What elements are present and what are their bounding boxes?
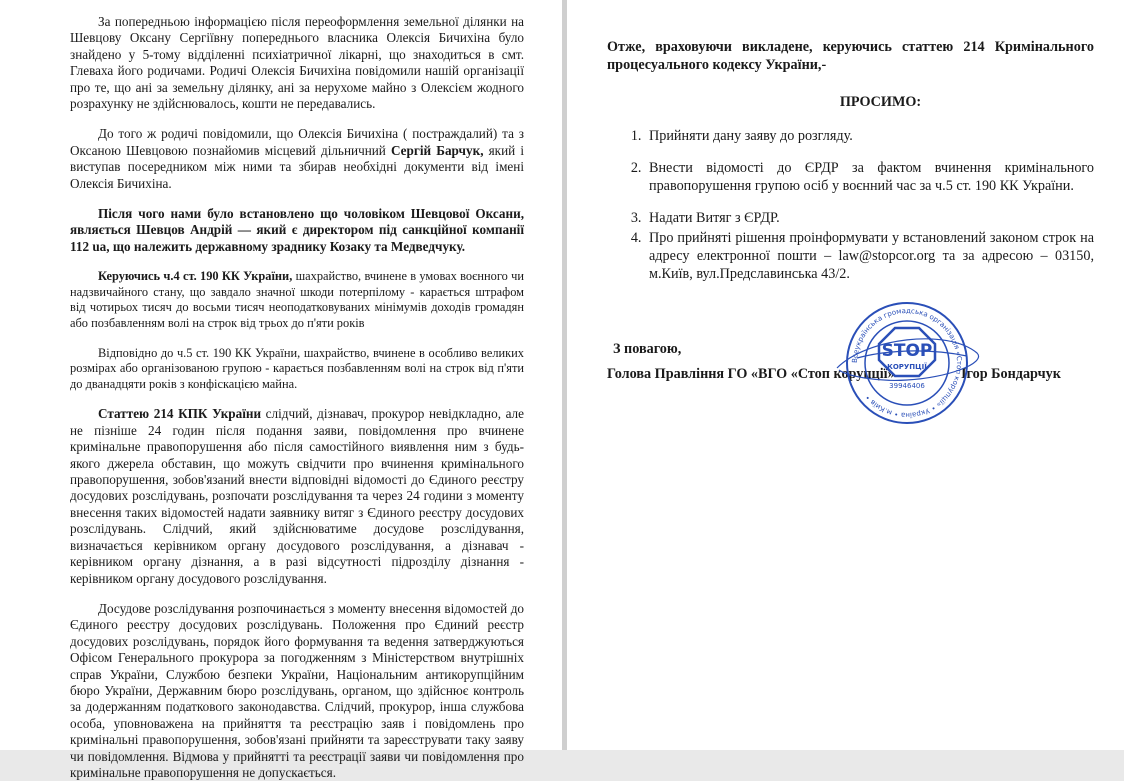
stamp-ring-text: Всеукраїнська громадська організація «Стоп корупції» • Україна • м.Київ • [850,306,964,420]
request-item: 1. Прийняти дану заяву до розгляду. [645,127,1094,145]
request-item: 3. Надати Витяг з ЄРДР. [645,209,1094,227]
paragraph-article-190-5: Відповідно до ч.5 ст. 190 КК України, шахрайство, вчинене в особливо великих розмірах або організованою групою - карається позбавленням волі на строк від п'яти до дванадцяти років з конфіскацією майна. [70,345,524,391]
stamp-code: 39946406 [889,382,925,390]
regards-text: З повагою, [613,341,682,357]
requests-list [607,127,1094,283]
prosimo-heading: ПРОСИМО: [839,94,922,110]
signer-title: Голова Правління ГО «ВГО «Стоп корупції» [607,366,895,382]
request-item: 2. Внести відомості до ЄРДР за фактом вчинення кримінального правопорушення групою осіб у воєнний час за ч.5 ст. 190 КК України. [645,159,1094,195]
organization-stamp [827,298,987,428]
right-page [567,0,1124,750]
motive-paragraph: Отже, враховуючи викладене, керуючись статтею 214 Кримінального процесуального кодексу України,- [607,39,1094,73]
request-item: 4. Про прийняті рішення проінформувати у встановлений законом строк на адресу електронної пошти – law@stopcor.org та за адресою – 03150, м.Київ, вул.Предславинська 43/2. [645,229,1094,283]
stamp-stop-text: STOP [881,341,933,361]
left-page [0,0,562,780]
name-sergii-barchuk: Сергій Барчук, [391,142,484,158]
signer-name: Ігор Бондарчук [961,366,1061,382]
paragraph-shevtsov: Після чого нами було встановлено що чоловіком Шевцової Оксани, являється Шевцов Андрій — який є директором під санкційної компанії 112 ua, що належить державному зраднику Козаку та Медведчуку. [70,206,524,254]
paragraph-relatives: До того ж родичі повідомили, що Олексія Бичихіна ( постраждалий) та з Оксаною Шевцовою познайомив місцевий дільничний Сергій Барчук, який і виступав посередником між ними та збирав необхідні документи від імені Олексія Бичихіна. [70,126,524,191]
paragraph-article-214: Статтею 214 КПК України слідчий, дізнавач, прокурор невідкладно, але не пізніше 24 годин після подання заяви, повідомлення про вчинене кримінальне правопорушення або після самостійного виявлення ним з будь-якого джерела обставин, що можуть свідчити про вчинення кримінального правопорушення, зобов'язаний внести відповідні відомості до Єдиного реєстру досудових розслідувань, розпочати розслідування та через 24 години з моменту внесення таких відомостей надати заявнику витяг з Єдиного реєстру досудових розслідувань. Слідчий, який здійснюватиме досудове розслідування, визначається керівником органу досудового розслідування, а дізнавач - керівником органу дізнання, а в разі відсутності підрозділу дізнання - керівником органу досудового розслідування. [70,406,524,586]
paragraph-article-190-4: Керуючись ч.4 ст. 190 КК України, шахрайство, вчинене в умовах воєнного чи надзвичайного стану, що завдало значної шкоди потерпілому - карається штрафом від чотирьох тисяч до восьми тисяч неоподатковуваних мінімумів доходів громадян або позбавленням волі на строк від трьох до п'яти років [70,269,524,331]
paragraph-land-transfer: За попередньою інформацією після переоформлення земельної ділянки на Шевцову Оксану Сергіївну попереднього власника Олексія Бичихіна було знайдено у 5-тому відділенні психіатричної лікарні, що знаходиться в смт. Глеваха його родичами. Родичі Олексія Бичихіна повідомили нашій організації про те, що ані за земельну ділянку, ані за нерухоме майно з Олексієм жодного розрахунку не здійснювалось, кошти не передавались. [70,14,524,112]
paragraph-pretrial-investigation: Досудове розслідування розпочинається з моменту внесення відомостей до Єдиного реєстру досудових розслідувань. Положення про Єдиний реєстр досудових розслідувань, порядок його формування та ведення затверджуються Офісом Генерального прокурора за погодженням з Міністерством внутрішніх справ України, Службою безпеки України, Національним антикорупційним бюро України, Державним бюро розслідувань, органом, що здійснює контроль за додержанням податкового законодавства. Слідчий, прокурор, інша службова особа, уповноважена на прийняття та реєстрацію заяв і повідомлень про кримінальні правопорушення, зобов'язані прийняти та зареєструвати таку заяву чи повідомлення. Відмова у прийнятті та реєстрації заяви чи повідомлення про кримінальне правопорушення не допускається. [70,600,524,780]
stamp-sub-text: КОРУПЦІЇ [887,363,927,371]
